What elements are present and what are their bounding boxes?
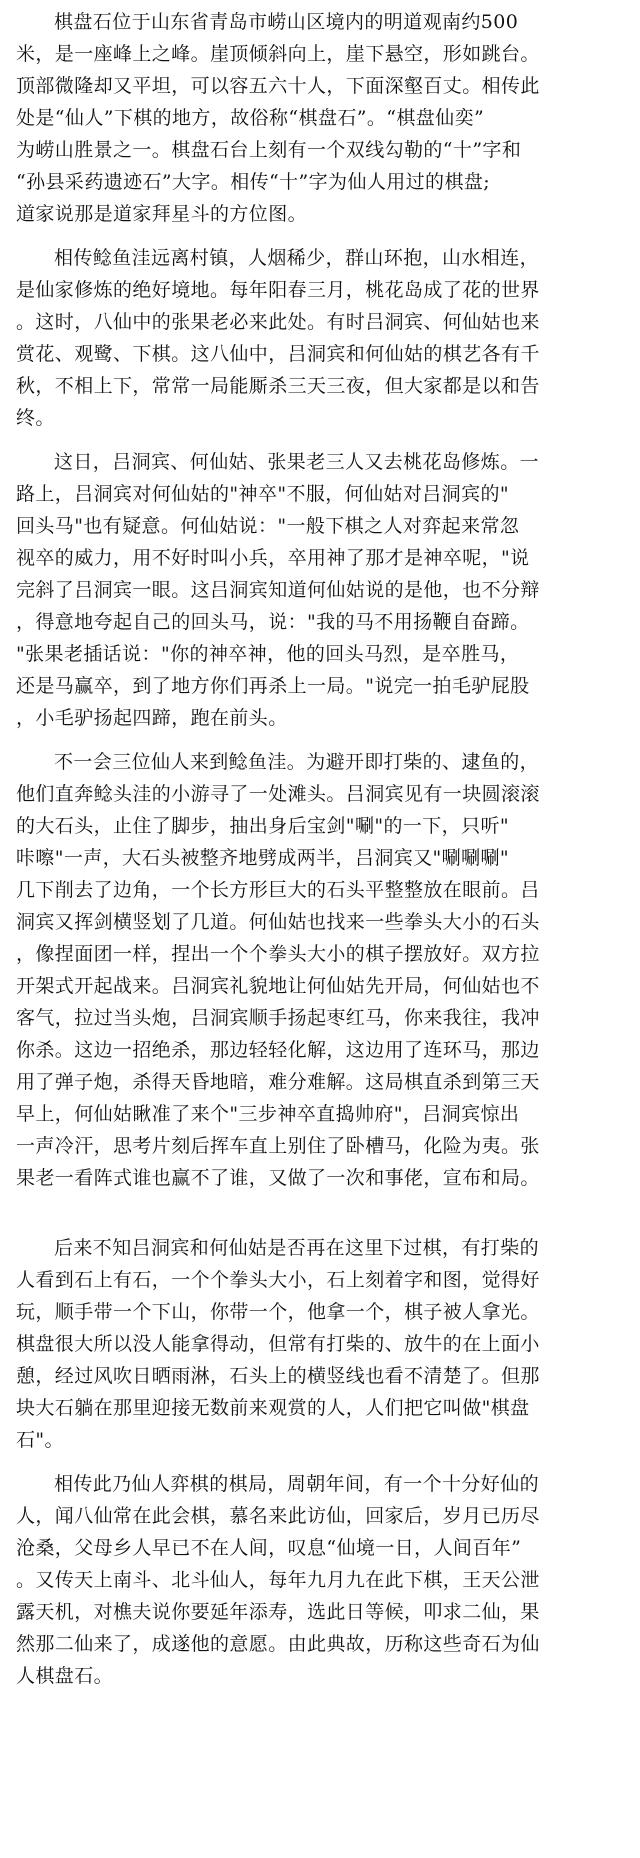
text-line: 道家说那是道家拜星斗的方位图。 xyxy=(16,203,308,225)
text-line: 人看到石上有石，一个个拳头大小，石上刻着字和图，觉得好 xyxy=(16,1269,540,1291)
text-line: 棋盘很大所以没人能拿得动，但常有打柴的、放牛的在上面小 xyxy=(16,1333,540,1355)
paragraph-gap xyxy=(16,434,626,446)
text-line: 开架式开起战来。吕洞宾礼貌地让何仙姑先开局，何仙姑也不 xyxy=(16,975,540,997)
text-line: 相传鲶鱼洼远离村镇，人烟稀少，群山环抱，山水相连， xyxy=(54,247,540,269)
text-line: 客气，拉过当头炮，吕洞宾顺手扬起枣红马，你来我往，我冲 xyxy=(16,1007,540,1029)
text-line: 不一会三位仙人来到鲶鱼洼。为避开即打柴的、逮鱼的， xyxy=(54,751,540,773)
text-line: 后来不知吕洞宾和何仙姑是否再在这里下过棋，有打柴的 xyxy=(54,1237,540,1259)
text-line: 一声冷汗，思考片刻后挥车直上别住了卧槽马，化险为夷。张 xyxy=(16,1135,540,1157)
text-line: 你杀。这边一招绝杀，那边轻轻化解，这边用了连环马，那边 xyxy=(16,1039,540,1061)
text-line: 。又传天上南斗、北斗仙人，每年九月九在此下棋，王天公泄 xyxy=(16,1569,540,1591)
text-line: 人棋盘石。 xyxy=(16,1665,114,1687)
text-line: 用了弹子炮，杀得天昏地暗，难分难解。这局棋直杀到第三天 xyxy=(16,1071,540,1093)
text-line: 路上，吕洞宾对何仙姑的"神卒"不服，何仙姑对吕洞宾的" xyxy=(16,483,510,505)
text-line: 还是马赢卒，到了地方你们再杀上一局。"说完一拍毛驴屁股 xyxy=(16,675,530,697)
text-line: 然那二仙来了，成遂他的意愿。由此典故，历称这些奇石为仙 xyxy=(16,1633,540,1655)
text-line: 回头马"也有疑意。何仙姑说："一般下棋之人对弈起来常忽 xyxy=(16,515,520,537)
text-line: ，小毛驴扬起四蹄，跑在前头。 xyxy=(16,707,288,729)
paragraph-2 xyxy=(16,242,626,434)
text-line: 沧桑，父母乡人早已不在人间，叹息“仙境一日，人间百年” xyxy=(16,1537,522,1559)
paragraph-gap xyxy=(16,734,626,746)
text-line: 棋盘石位于山东省青岛市崂山区境内的明道观南约500 xyxy=(54,11,519,33)
text-line: 视卒的威力，用不好时叫小兵，卒用神了那才是神卒呢，"说 xyxy=(16,547,530,569)
text-line: 这日，吕洞宾、何仙姑、张果老三人又去桃花岛修炼。一 xyxy=(54,451,540,473)
text-line: 憩，经过风吹日晒雨淋，石头上的横竖线也看不清楚了。但那 xyxy=(16,1365,540,1387)
paragraph-gap xyxy=(16,230,626,242)
paragraph-3 xyxy=(16,446,626,734)
text-line: 终。 xyxy=(16,407,55,429)
text-line: 洞宾又挥剑横竖划了几道。何仙姑也找来一些拳头大小的石头 xyxy=(16,911,540,933)
paragraph-gap xyxy=(16,1456,626,1468)
text-line: ，得意地夸起自己的回头马，说："我的马不用扬鞭自奋蹄。 xyxy=(16,611,530,633)
text-line: ，像捏面团一样，捏出一个个拳头大小的棋子摆放好。双方拉 xyxy=(16,943,540,965)
text-line: 咔嚓"一声，大石头被整齐地劈成两半，吕洞宾又"唰唰唰" xyxy=(16,847,510,869)
text-line: 人，闻八仙常在此会棋，慕名来此访仙，回家后，岁月已历尽 xyxy=(16,1505,540,1527)
text-line: 石"。 xyxy=(16,1429,64,1451)
text-line: 米，是一座峰上之峰。崖顶倾斜向上，崖下悬空，形如跳台。 xyxy=(16,43,540,65)
text-line: 他们直奔鲶头洼的小游寻了一处滩头。吕洞宾见有一块圆滚滚 xyxy=(16,783,540,805)
paragraph-gap xyxy=(16,1194,626,1232)
paragraph-1 xyxy=(16,6,626,230)
text-line: 几下削去了边角，一个长方形巨大的石头平整整放在眼前。吕 xyxy=(16,879,540,901)
text-line: 露天机，对樵夫说你要延年添寿，选此日等候，叩求二仙，果 xyxy=(16,1601,540,1623)
text-line: 玩，顺手带一个下山，你带一个，他拿一个，棋子被人拿光。 xyxy=(16,1301,540,1323)
text-line: 为崂山胜景之一。棋盘石台上刻有一个双线勾勒的“十”字和 xyxy=(16,139,522,161)
text-line: 相传此乃仙人弈棋的棋局，周朝年间，有一个十分好仙的 xyxy=(54,1473,540,1495)
text-line: "张果老插话说："你的神卒神，他的回头马烈，是卒胜马， xyxy=(16,643,520,665)
text-line: 的大石头，止住了脚步，抽出身后宝剑"唰"的一下，只听" xyxy=(16,815,510,837)
text-line: 完斜了吕洞宾一眼。这吕洞宾知道何仙姑说的是他，也不分辩 xyxy=(16,579,540,601)
text-line: 果老一看阵式谁也赢不了谁，又做了一次和事佬，宣布和局。 xyxy=(16,1167,540,1189)
text-line: 顶部微隆却又平坦，可以容五六十人，下面深壑百丈。相传此 xyxy=(16,75,540,97)
text-line: 块大石躺在那里迎接无数前来观赏的人，人们把它叫做"棋盘 xyxy=(16,1397,530,1419)
text-line: 早上，何仙姑瞅准了来个"三步神卒直捣帅府"，吕洞宾惊出 xyxy=(16,1103,520,1125)
text-line: 。这时，八仙中的张果老必来此处。有时吕洞宾、何仙姑也来 xyxy=(16,311,540,333)
text-line: 处是“仙人”下棋的地方，故俗称“棋盘石”。“棋盘仙奕” xyxy=(16,107,485,129)
paragraph-4 xyxy=(16,746,626,1194)
paragraph-5 xyxy=(16,1232,626,1456)
text-line: 是仙家修炼的绝好境地。每年阳春三月，桃花岛成了花的世界 xyxy=(16,279,540,301)
text-line: “孙县采药遗迹石”大字。相传“十”字为仙人用过的棋盘; xyxy=(16,171,491,193)
text-line: 秋，不相上下，常常一局能厮杀三天三夜，但大家都是以和告 xyxy=(16,375,540,397)
paragraph-6 xyxy=(16,1468,626,1692)
text-line: 赏花、观鹭、下棋。这八仙中，吕洞宾和何仙姑的棋艺各有千 xyxy=(16,343,540,365)
